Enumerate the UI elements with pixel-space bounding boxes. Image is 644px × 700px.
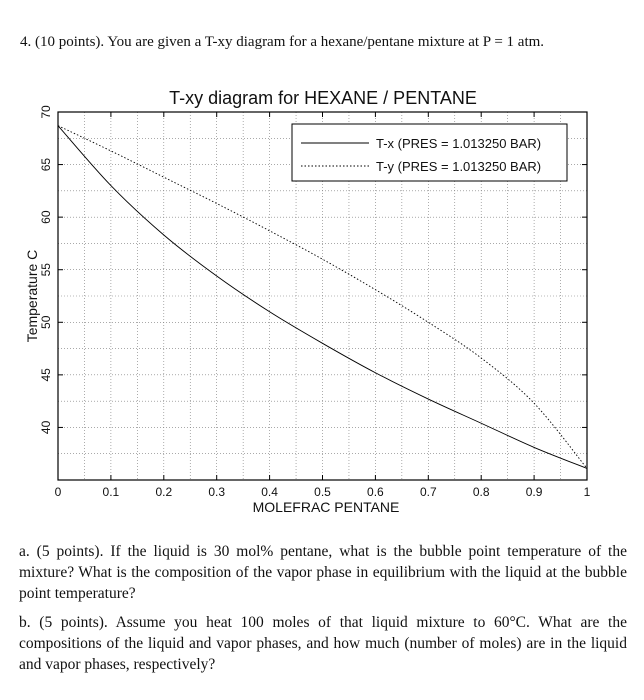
question-part-b: b. (5 points). Assume you heat 100 moles of that liquid mixture to 60°C. What are the compositions of the liquid and vapor phases, and how much (number of moles) are in the liquid and vapor phases, respectively? [19, 614, 627, 673]
x-tick-label: 0.2 [155, 485, 173, 499]
y-tick-label: 65 [39, 157, 53, 172]
legend-label-ty: T-y (PRES = 1.013250 BAR) [376, 159, 542, 174]
question-header: 4. (10 points). You are given a T-xy diagram for a hexane/pentane mixture at P = 1 atm. [20, 34, 545, 50]
x-tick-label: 1 [583, 485, 591, 499]
x-tick-label: 0.5 [314, 485, 331, 499]
y-tick-label: 55 [39, 263, 53, 277]
x-tick-label: 0 [54, 485, 62, 499]
legend-label-tx: T-x (PRES = 1.013250 BAR) [376, 136, 542, 151]
x-axis-label: MOLEFRAC PENTANE [252, 499, 400, 515]
legend [292, 124, 567, 181]
x-tick-label: 0.1 [102, 485, 120, 499]
y-tick-label: 70 [39, 105, 53, 119]
y-tick-label: 60 [39, 210, 53, 224]
y-tick-label: 40 [39, 420, 53, 435]
x-tick-label: 0.6 [367, 485, 384, 499]
question-part-a: a. (5 points). If the liquid is 30 mol% pentane, what is the bubble point temperature of the mixture? What is the composition of the vapor phase in equilibrium with the liquid at the bubble point temperature? [19, 543, 627, 602]
y-axis-label: Temperature C [24, 249, 40, 343]
y-tick-labels [39, 105, 53, 434]
x-tick-label: 0.3 [208, 485, 226, 499]
x-tick-label: 0.4 [261, 485, 278, 499]
y-tick-label: 45 [39, 368, 53, 382]
x-tick-labels [55, 485, 591, 499]
x-tick-label: 0.9 [525, 485, 543, 499]
x-tick-label: 0.7 [419, 485, 437, 499]
y-tick-label: 50 [39, 315, 53, 329]
x-tick-label: 0.8 [472, 485, 490, 499]
chart-title: T-xy diagram for HEXANE / PENTANE [169, 88, 477, 108]
